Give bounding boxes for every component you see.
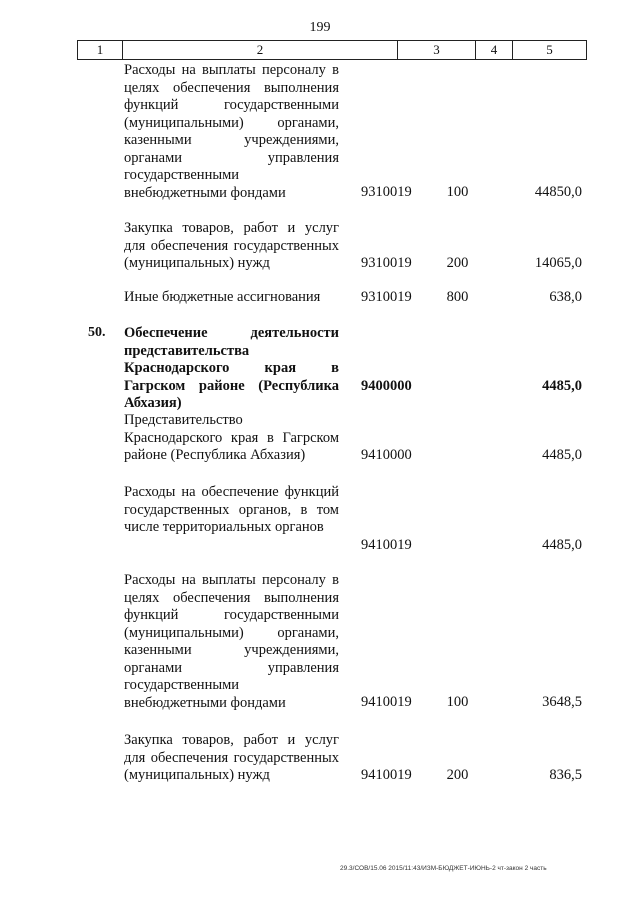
row-code: 9310019 (361, 184, 412, 200)
row-description: Расходы на выплаты персоналу в целях обеспечения выполнения функций государственными (муниципальными) органами, казенными учреждениями, органами управления государственными внебюджетными фондами (124, 572, 339, 711)
row-amount: 44850,0 (534, 184, 582, 200)
row-expense-type: 100 (446, 694, 469, 710)
section-number: 50. (88, 325, 106, 340)
row-code: 9310019 (361, 289, 412, 305)
page-number: 199 (309, 20, 331, 35)
row-description: Закупка товаров, работ и услуг для обеспечения государственных (муниципальных) нужд (124, 220, 339, 271)
row-description: Обеспечение деятельности представительства Краснодарского края в Гагрском районе (Республика Абхазия) (124, 325, 339, 411)
row-expense-type: 800 (446, 289, 469, 305)
header-col-5: 5 (546, 42, 553, 57)
row-expense-type: 100 (446, 184, 469, 200)
row-code: 9400000 (361, 378, 412, 394)
row-description: Расходы на обеспечение функций государственных органов, в том числе территориальных органов (124, 484, 339, 535)
row-code: 9410000 (361, 447, 412, 463)
header-col-2: 2 (123, 41, 398, 59)
row-description: Расходы на выплаты персоналу в целях обеспечения выполнения функций государственными (муниципальными) органами, казенными учреждениями, органами управления государственными внебюджетными фондами (124, 62, 339, 201)
row-description: Закупка товаров, работ и услуг для обеспечения государственных (муниципальных) нужд (124, 732, 339, 783)
row-code: 9410019 (361, 767, 412, 783)
row-amount: 836,5 (549, 767, 582, 783)
row-code: 9410019 (361, 537, 412, 553)
row-description: Иные бюджетные ассигнования (124, 289, 321, 305)
header-col-3: 3 (398, 41, 476, 59)
row-code: 9310019 (361, 255, 412, 271)
row-expense-type: 200 (446, 767, 469, 783)
row-amount: 4485,0 (542, 378, 582, 394)
document-footer: 29.3/СОВ/15.06 2015/11:43/ИЗМ-БЮДЖЕТ-ИЮНЬ-2 чт-закон 2 часть (340, 865, 547, 872)
row-amount: 4485,0 (542, 537, 582, 553)
table-header (77, 40, 587, 60)
row-description: Представительство Краснодарского края в Гагрском районе (Республика Абхазия) (124, 412, 339, 463)
row-code: 9410019 (361, 694, 412, 710)
row-amount: 4485,0 (542, 447, 582, 463)
row-amount: 638,0 (549, 289, 582, 305)
header-col-4: 4 (476, 41, 513, 59)
header-col-1: 1 (78, 41, 123, 59)
row-amount: 3648,5 (542, 694, 582, 710)
row-amount: 14065,0 (534, 255, 582, 271)
row-expense-type: 200 (446, 255, 469, 271)
